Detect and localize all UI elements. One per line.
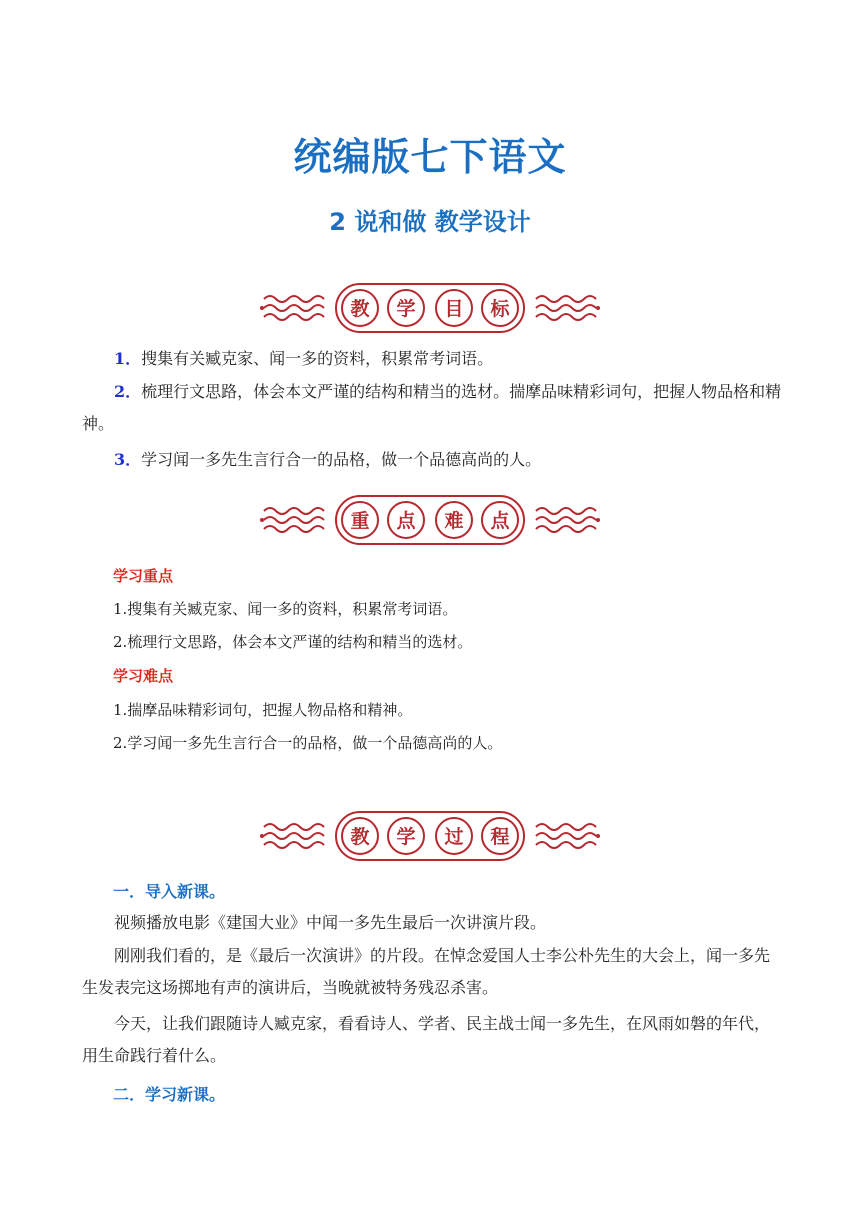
banner-char: 标 [490,298,510,320]
wave-ornament-left-icon [260,296,324,320]
difficult-points-heading: 学习难点 [113,667,174,685]
banner-char: 教 [350,826,370,848]
body-paragraph: 刚刚我们看的，是《最后一次演讲》的片段。在悼念爱国人士李公朴先生的大会上，闻一多先生发表完这场掷地有声的演讲后，当晚就被特务残忍杀害。 [82,946,771,997]
banner-char: 目 [444,298,464,320]
difficult-point-item: 1.揣摩品味精彩词句，把握人物品格和精神。 [113,701,413,719]
banner-char: 教 [350,298,370,320]
wave-ornament-left-icon [260,508,324,532]
wave-ornament-right-icon [536,508,600,532]
wave-ornament-right-icon [536,824,600,848]
banner-char: 点 [396,510,416,532]
difficult-point-item: 2.学习闻一多先生言行合一的品格，做一个品德高尚的人。 [113,734,503,752]
banner-char: 点 [490,510,510,532]
banner-char: 学 [396,826,416,848]
banner-char: 程 [490,826,510,848]
section-heading-new-lesson: 二．学习新课。 [113,1085,226,1104]
wave-ornament-left-icon [260,824,324,848]
wave-ornament-right-icon [536,296,600,320]
banner-key-points [258,492,602,548]
banner-char: 学 [396,298,416,320]
banner-char: 难 [444,510,464,532]
key-points-heading: 学习重点 [113,567,174,585]
goal-item-2: 2．梳理行文思路，体会本文严谨的结构和精当的选材。揣摩品味精彩词句，把握人物品格和精神。 [82,382,782,433]
banner-teaching-process [258,808,602,864]
banner-teaching-goals [258,280,602,336]
banner-char: 重 [350,510,370,532]
goal-item-3: 3．学习闻一多先生言行合一的品格，做一个品德高尚的人。 [114,450,542,469]
section-heading-intro: 一．导入新课。 [113,882,226,901]
key-point-item: 1.搜集有关臧克家、闻一多的资料，积累常考词语。 [113,600,458,618]
goal-item-1: 1．搜集有关臧克家、闻一多的资料，积累常考词语。 [114,349,494,368]
body-paragraph: 视频播放电影《建国大业》中闻一多先生最后一次讲演片段。 [114,913,547,932]
document-title: 统编版七下语文 [293,135,567,179]
banner-char: 过 [444,826,464,848]
body-paragraph: 今天，让我们跟随诗人臧克家，看看诗人、学者、民主战士闻一多先生，在风雨如磐的年代，用生命践行着什么。 [82,1014,771,1065]
document-subtitle: 2 说和做 教学设计 [329,208,531,236]
key-point-item: 2.梳理行文思路，体会本文严谨的结构和精当的选材。 [113,633,473,651]
